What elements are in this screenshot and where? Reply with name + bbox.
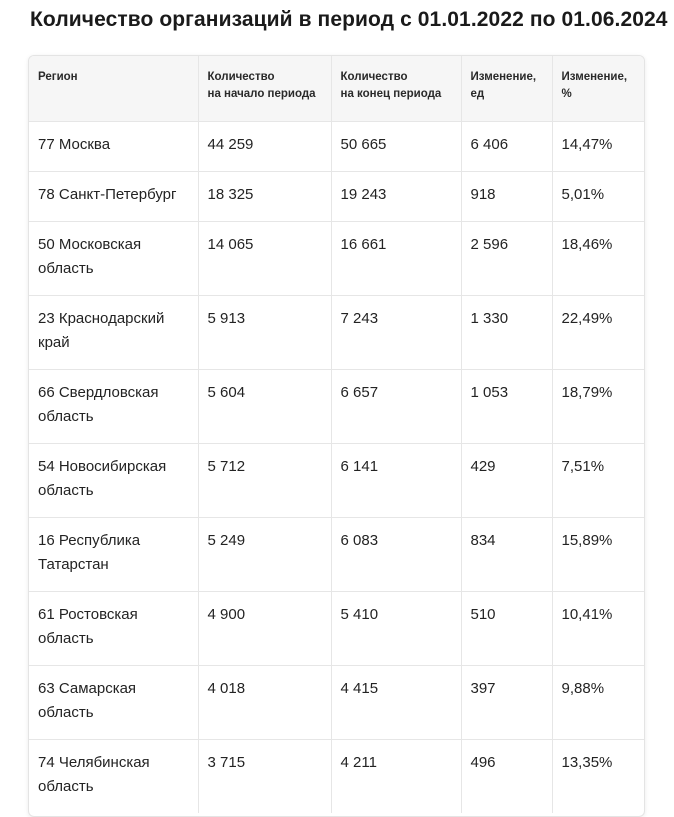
cell-region-line: область: [38, 481, 94, 499]
cell-region-line: 50 Московская: [38, 235, 142, 253]
table-body: [29, 121, 644, 813]
cell-end-count: 6 657: [331, 369, 461, 443]
cell-change-units: 496: [461, 739, 552, 813]
table-row: [29, 295, 644, 369]
table-row: [29, 369, 644, 443]
table-header: [29, 56, 644, 121]
cell-change-percent: 18,46%: [552, 221, 644, 295]
cell-end-count: 4 211: [331, 739, 461, 813]
header-change-units: [461, 56, 552, 121]
table-row: [29, 739, 644, 813]
cell-region-line: область: [38, 407, 94, 425]
cell-region-line: 23 Краснодарский: [38, 309, 165, 327]
cell-region-line: 54 Новосибирская: [38, 457, 167, 475]
cell-change-units: 1 053: [461, 369, 552, 443]
table-row: [29, 591, 644, 665]
cell-change-percent: 9,88%: [552, 665, 644, 739]
cell-region: [29, 171, 198, 221]
cell-change-units: 1 330: [461, 295, 552, 369]
cell-change-percent: 7,51%: [552, 443, 644, 517]
cell-region: [29, 665, 198, 739]
cell-change-percent: 18,79%: [552, 369, 644, 443]
cell-region-line: область: [38, 259, 94, 277]
header-start-count-line-1: Количество: [207, 71, 275, 83]
cell-region: [29, 221, 198, 295]
header-region: [29, 56, 198, 121]
cell-region-line: 74 Челябинская: [38, 753, 150, 771]
organizations-table-container: [28, 55, 645, 817]
cell-change-units: 918: [461, 171, 552, 221]
header-change-percent-line-2: %: [561, 88, 572, 100]
page-title: Количество организаций в период с 01.01.2022 по 01.06.2024: [30, 8, 668, 31]
cell-region-line: край: [38, 333, 70, 351]
table-row: [29, 443, 644, 517]
header-change-units-line-2: ед: [470, 88, 485, 100]
header-row: [29, 56, 644, 121]
cell-change-percent: 10,41%: [552, 591, 644, 665]
cell-change-units: 429: [461, 443, 552, 517]
cell-change-units: 510: [461, 591, 552, 665]
cell-region-line: 77 Москва: [38, 135, 111, 153]
cell-start-count: 14 065: [198, 221, 331, 295]
cell-change-units: 6 406: [461, 121, 552, 171]
cell-region-line: область: [38, 629, 94, 647]
cell-end-count: 7 243: [331, 295, 461, 369]
cell-change-percent: 14,47%: [552, 121, 644, 171]
cell-start-count: 3 715: [198, 739, 331, 813]
cell-region-line: Татарстан: [38, 555, 109, 573]
cell-end-count: 6 083: [331, 517, 461, 591]
cell-start-count: 44 259: [198, 121, 331, 171]
table-row: [29, 517, 644, 591]
cell-end-count: 50 665: [331, 121, 461, 171]
cell-change-units: 2 596: [461, 221, 552, 295]
cell-start-count: 4 018: [198, 665, 331, 739]
organizations-table: [29, 56, 644, 813]
cell-start-count: 5 604: [198, 369, 331, 443]
table-row: [29, 221, 644, 295]
cell-change-units: 397: [461, 665, 552, 739]
cell-region: [29, 739, 198, 813]
table-row: [29, 121, 644, 171]
cell-end-count: 19 243: [331, 171, 461, 221]
cell-region: [29, 591, 198, 665]
cell-start-count: 18 325: [198, 171, 331, 221]
cell-start-count: 5 913: [198, 295, 331, 369]
header-end-count-line-2: на конец периода: [340, 88, 442, 100]
cell-region-line: 66 Свердловская: [38, 383, 159, 401]
cell-region: [29, 295, 198, 369]
cell-start-count: 5 249: [198, 517, 331, 591]
cell-region: [29, 443, 198, 517]
header-region-line-1: Регион: [38, 71, 78, 83]
header-end-count-line-1: Количество: [340, 71, 408, 83]
cell-end-count: 4 415: [331, 665, 461, 739]
cell-start-count: 4 900: [198, 591, 331, 665]
header-change-units-line-1: Изменение,: [470, 71, 537, 83]
table-row: [29, 171, 644, 221]
header-end-count: [331, 56, 461, 121]
cell-region-line: 78 Санкт-Петербург: [38, 185, 177, 203]
cell-change-percent: 5,01%: [552, 171, 644, 221]
cell-region-line: область: [38, 703, 94, 721]
header-change-percent: [552, 56, 644, 121]
cell-change-percent: 15,89%: [552, 517, 644, 591]
header-start-count-line-2: на начало периода: [207, 88, 316, 100]
cell-end-count: 6 141: [331, 443, 461, 517]
cell-region-line: 63 Самарская: [38, 679, 137, 697]
cell-change-percent: 22,49%: [552, 295, 644, 369]
cell-end-count: 5 410: [331, 591, 461, 665]
header-start-count: [198, 56, 331, 121]
table-row: [29, 665, 644, 739]
cell-region: [29, 369, 198, 443]
cell-region-line: 16 Республика: [38, 531, 141, 549]
cell-end-count: 16 661: [331, 221, 461, 295]
cell-region-line: область: [38, 777, 94, 795]
cell-region: [29, 517, 198, 591]
cell-region-line: 61 Ростовская: [38, 605, 138, 623]
cell-change-percent: 13,35%: [552, 739, 644, 813]
header-change-percent-line-1: Изменение,: [561, 71, 628, 83]
cell-region: [29, 121, 198, 171]
cell-change-units: 834: [461, 517, 552, 591]
cell-start-count: 5 712: [198, 443, 331, 517]
